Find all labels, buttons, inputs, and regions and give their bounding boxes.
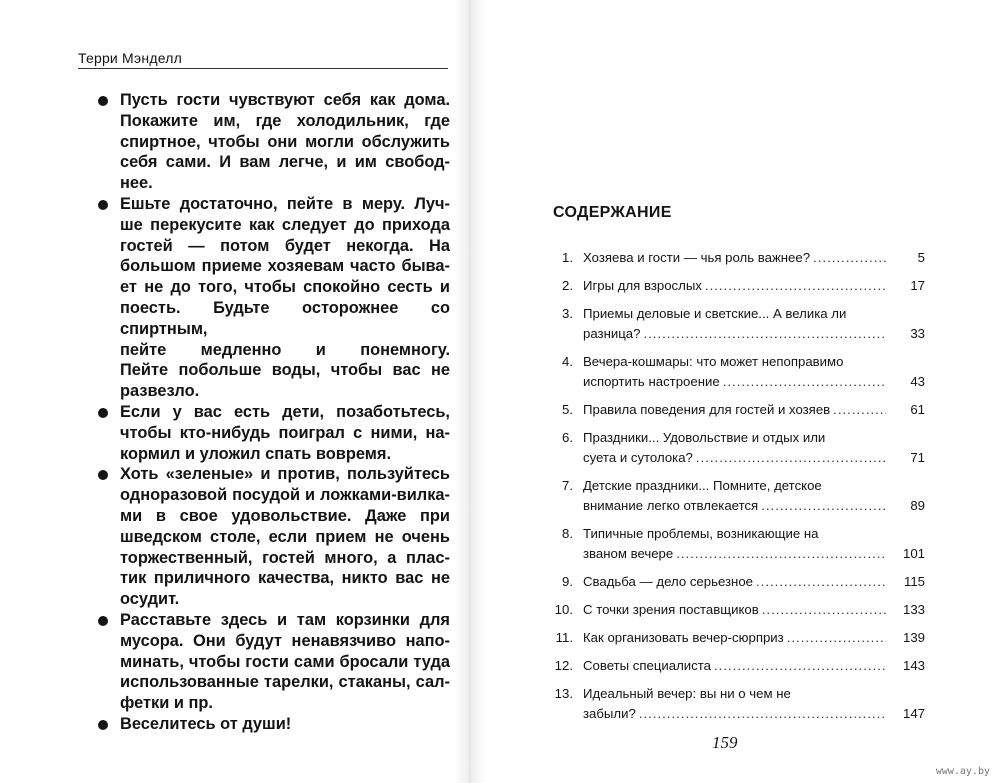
toc-entry-number: 8. bbox=[562, 526, 573, 541]
dot-leader bbox=[696, 448, 886, 468]
watermark: www.ay.by bbox=[935, 766, 990, 777]
toc-entry-title bbox=[583, 248, 925, 268]
toc-entry-page: 139 bbox=[902, 630, 925, 645]
dot-leader bbox=[787, 628, 886, 648]
toc-entry-page: 33 bbox=[910, 326, 925, 341]
toc-entry bbox=[553, 276, 925, 296]
toc-title: СОДЕРЖАНИЕ bbox=[553, 204, 672, 221]
dot-leader bbox=[639, 704, 886, 724]
toc-title-line: разница? bbox=[583, 326, 641, 341]
bullet-line: Расставьте здесь и там корзинки для bbox=[120, 610, 450, 629]
bullet-line: поесть. Будьте осторожнее со спиртным, bbox=[120, 298, 450, 338]
bullet-line: ше перекусите как следует до прихода bbox=[120, 215, 450, 234]
toc-title-line: Детские праздники... Помните, детское bbox=[583, 478, 822, 493]
bullet-line: себя сами. И вам легче, и им свобод- bbox=[120, 153, 450, 172]
bullet-item bbox=[120, 402, 450, 464]
bullet-line: гостей — потом будет некогда. На bbox=[120, 236, 450, 255]
dot-leader bbox=[723, 372, 886, 392]
toc-title-line: званом вечере bbox=[583, 546, 674, 561]
toc-entry-number: 2. bbox=[562, 278, 573, 293]
toc-entry bbox=[553, 628, 925, 648]
toc-entry bbox=[553, 304, 925, 344]
toc-entry bbox=[553, 600, 925, 620]
toc-entry-page: 89 bbox=[910, 498, 925, 513]
bullet-item bbox=[120, 464, 450, 610]
toc-entry-number: 11. bbox=[555, 630, 573, 645]
left-page bbox=[0, 0, 470, 783]
dot-leader bbox=[714, 656, 886, 676]
toc-entry-number: 12. bbox=[554, 658, 573, 673]
toc-entry bbox=[553, 476, 925, 516]
toc-entry-page: 43 bbox=[910, 374, 925, 389]
toc-entry-page: 61 bbox=[910, 402, 925, 417]
dot-leader bbox=[676, 544, 886, 564]
toc-entry bbox=[553, 656, 925, 676]
toc-entry-number: 3. bbox=[562, 306, 573, 321]
bullet-item bbox=[120, 714, 450, 735]
dot-leader bbox=[643, 324, 886, 344]
toc-title-line: Идеальный вечер: вы ни о чем не bbox=[583, 686, 791, 701]
dot-leader bbox=[756, 572, 886, 592]
toc-entry-title bbox=[583, 400, 925, 420]
toc-entry-page: 101 bbox=[902, 546, 925, 561]
toc-title-line: забыли? bbox=[583, 706, 636, 721]
toc-entry-number: 1. bbox=[562, 250, 573, 265]
toc-entry-number: 4. bbox=[562, 354, 573, 369]
toc-entry-number: 6. bbox=[562, 430, 573, 445]
bullet-line: тик приличного качества, никто вас не bbox=[120, 569, 450, 588]
toc-entry-number: 10. bbox=[554, 602, 573, 617]
bullet-line: мусора. Они будут ненавязчиво напо- bbox=[120, 631, 450, 650]
bullet-item bbox=[120, 610, 450, 714]
toc-entry-page: 147 bbox=[902, 706, 925, 721]
bullet-line: торжественный, гостей много, а плас- bbox=[120, 548, 450, 567]
book-gutter bbox=[455, 0, 485, 783]
toc-entry-title bbox=[583, 524, 925, 564]
bullet-line: минать, чтобы гости сами бросали туда bbox=[120, 652, 450, 671]
bullet-line: развезло. bbox=[120, 382, 200, 401]
toc-title-line: испортить настроение bbox=[583, 374, 720, 389]
toc-entry bbox=[553, 248, 925, 268]
toc-entry-page: 143 bbox=[902, 658, 925, 673]
dot-leader bbox=[813, 248, 886, 268]
toc-entry-page: 17 bbox=[910, 278, 925, 293]
toc-title-line: Правила поведения для гостей и хозяев bbox=[583, 402, 831, 417]
toc-title-line: Хозяева и гости — чья роль важнее? bbox=[583, 250, 811, 265]
toc-entry-number: 5. bbox=[562, 402, 573, 417]
toc-entry-title bbox=[583, 276, 925, 296]
toc-entry-title bbox=[583, 600, 925, 620]
toc-title-line: С точки зрения поставщиков bbox=[583, 602, 759, 617]
bullet-line: пейте медленно и понемногу. bbox=[120, 340, 450, 359]
toc-title-line: Приемы деловые и светские... А велика ли bbox=[583, 306, 847, 321]
bullet-line: большом приеме хозяевам часто быва- bbox=[120, 257, 450, 276]
bullet-item bbox=[120, 90, 450, 194]
toc-entry bbox=[553, 524, 925, 564]
toc-entry-page: 115 bbox=[903, 574, 925, 589]
toc-title-line: внимание легко отвлекается bbox=[583, 498, 759, 513]
bullet-line: шведском столе, если прием не очень bbox=[120, 527, 450, 546]
toc-title-line: Праздники... Удовольствие и отдых или bbox=[583, 430, 826, 445]
toc-title-line: Типичные проблемы, возникающие на bbox=[583, 526, 819, 541]
toc-title-line: Свадьба — дело серьезное bbox=[583, 574, 753, 589]
bullet-line: использованные тарелки, стаканы, сал- bbox=[120, 673, 450, 692]
bullet-list bbox=[120, 90, 450, 735]
toc-entry-number: 9. bbox=[562, 574, 573, 589]
bullet-line: Если у вас есть дети, позаботьтесь, bbox=[120, 402, 450, 421]
toc-entry-number: 7. bbox=[562, 478, 573, 493]
bullet-line: одноразовой посудой и ложками-вилка- bbox=[120, 486, 450, 505]
bullet-line: Веселитесь от души! bbox=[120, 714, 292, 733]
bullet-line: Хоть «зеленые» и против, пользуйтесь bbox=[120, 465, 450, 484]
toc-title-line: Как организовать вечер-сюрприз bbox=[583, 630, 784, 645]
bullet-line: ми в свое удовольствие. Даже при bbox=[120, 506, 450, 525]
toc-title-line: суета и сутолока? bbox=[583, 450, 693, 465]
bullet-item bbox=[120, 194, 450, 402]
toc-entry-title bbox=[583, 572, 925, 592]
running-head: Терри Мэнделл bbox=[78, 50, 448, 69]
bullet-line: Покажите им, где холодильник, где bbox=[120, 111, 450, 130]
toc-title-line: Советы специалиста bbox=[583, 658, 711, 673]
dot-leader bbox=[833, 400, 886, 420]
toc-entry-title bbox=[583, 684, 925, 724]
toc-entry bbox=[553, 572, 925, 592]
bullet-line: чтобы кто-нибудь поиграл с ними, на- bbox=[120, 423, 450, 442]
bullet-line: спиртное, чтобы они могли обслужить bbox=[120, 132, 450, 151]
toc-entry-title bbox=[583, 656, 925, 676]
toc-entry-title bbox=[583, 352, 925, 392]
bullet-line: Пейте побольше воды, чтобы вас не bbox=[120, 361, 450, 380]
bullet-line: ет не до того, чтобы спокойно сесть и bbox=[120, 278, 450, 297]
toc-entry-title bbox=[583, 476, 925, 516]
bullet-line: Ешьте достаточно, пейте в меру. Луч- bbox=[120, 194, 450, 213]
page-number: 159 bbox=[712, 733, 738, 752]
bullet-line: кормил и уложил спать вовремя. bbox=[120, 444, 392, 463]
toc-title-line: Игры для взрослых bbox=[583, 278, 702, 293]
toc-entry bbox=[553, 400, 925, 420]
toc-entry-title bbox=[583, 304, 925, 344]
bullet-line: нее. bbox=[120, 174, 153, 193]
toc-entry-title bbox=[583, 628, 925, 648]
toc-entry-page: 5 bbox=[917, 250, 925, 265]
toc-entry-title bbox=[583, 428, 925, 468]
toc-entry bbox=[553, 684, 925, 724]
toc-title-line: Вечера-кошмары: что может непоправимо bbox=[583, 354, 844, 369]
bullet-line: фетки и пр. bbox=[120, 694, 213, 713]
toc-entry-number: 13. bbox=[554, 686, 573, 701]
toc-entry-page: 71 bbox=[910, 450, 925, 465]
dot-leader bbox=[705, 276, 886, 296]
bullet-line: осудит. bbox=[120, 590, 180, 609]
toc-entry bbox=[553, 352, 925, 392]
dot-leader bbox=[762, 600, 886, 620]
dot-leader bbox=[761, 496, 886, 516]
toc-entry bbox=[553, 428, 925, 468]
toc-entry-page: 133 bbox=[902, 602, 925, 617]
bullet-line: Пусть гости чувствуют себя как дома. bbox=[120, 91, 450, 109]
